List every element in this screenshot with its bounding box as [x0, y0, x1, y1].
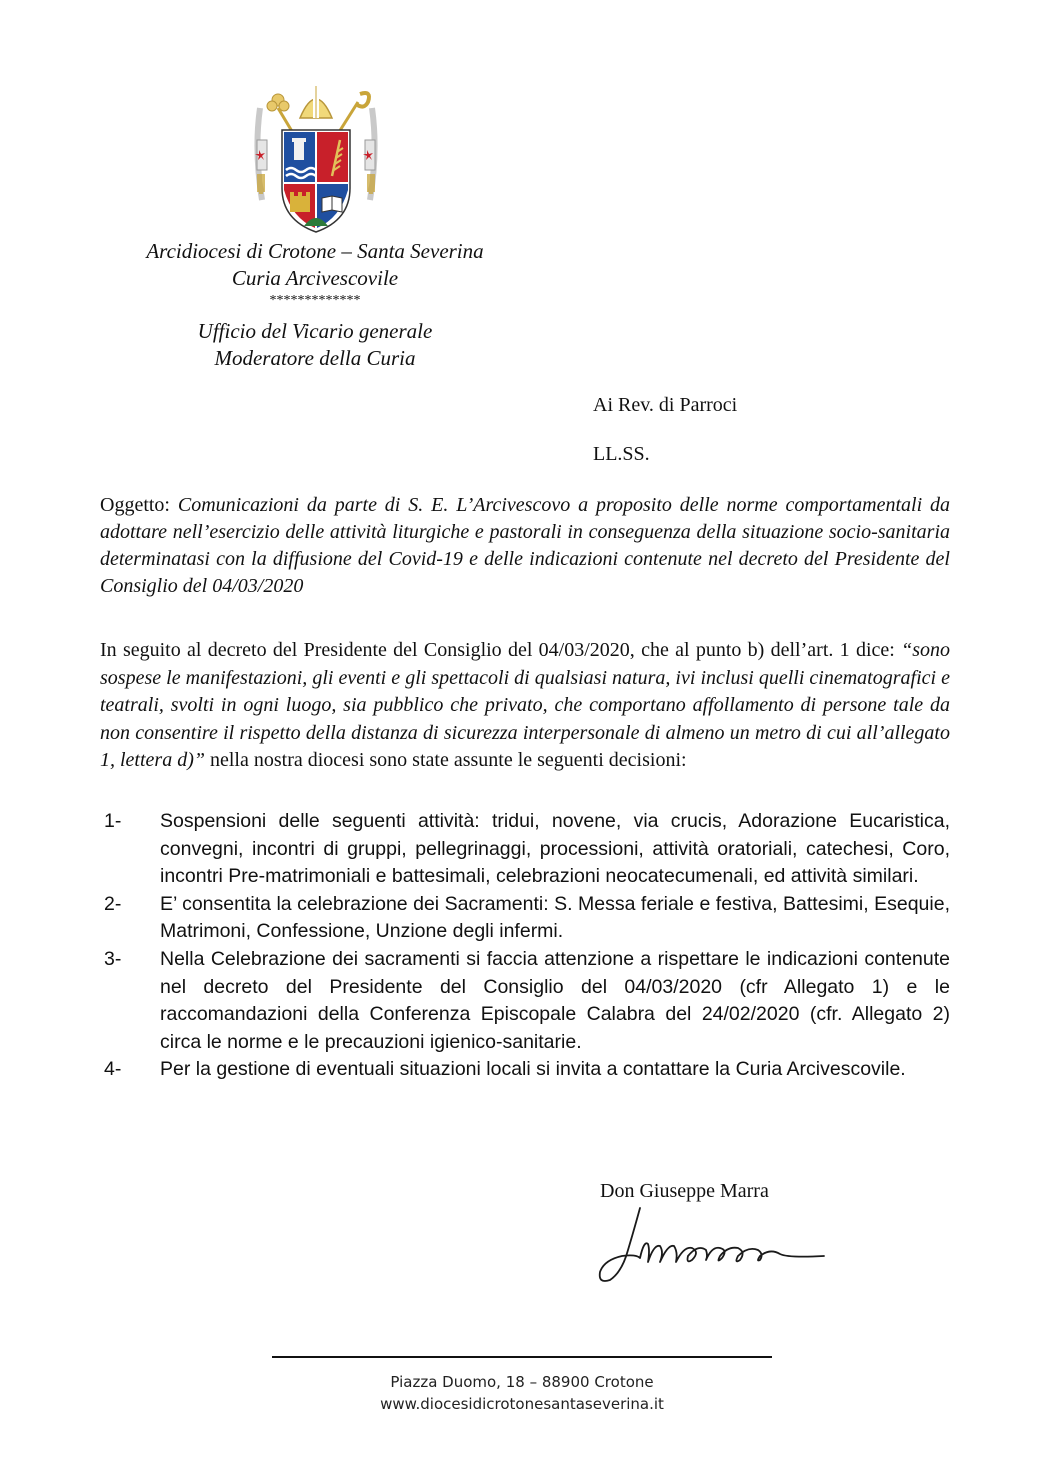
subject-text: Comunicazioni da parte di S. E. L’Arcivescovo a proposito delle norme comportamentali da adottare nell’esercizio delle attività liturgiche e pastorali in conseguenza della situazione socio-sanitaria determinatasi con la diffusione del Covid-19 e delle indicazioni contenute nel decreto del Presidente del Consiglio del 04/03/2020 — [100, 494, 950, 597]
list-item — [100, 891, 950, 946]
list-item — [100, 946, 950, 1056]
list-item-number: 4- — [104, 1058, 122, 1081]
decisions-list — [100, 808, 950, 1084]
archdiocese-coat-of-arms — [248, 80, 384, 240]
issuer-header — [140, 238, 490, 372]
footer-divider — [272, 1356, 772, 1358]
footer-website: www.diocesidicrotonesantaseverina.it — [380, 1395, 664, 1413]
archdiocese-name: Arcidiocesi di Crotone – Santa Severina — [146, 239, 484, 263]
body-outro: nella nostra diocesi sono state assunte le seguenti decisioni: — [205, 749, 687, 771]
decree-quote: “sono sospese le manifestazioni, gli eventi e gli spettacoli di qualsiasi natura, ivi inclusi quelli cinematografici e teatrali, svolti in ogni luogo, sia pubblico che privato, che comportano affollamento di persone tale da non consentire il rispetto della distanza di sicurezza interpersonale di almeno un metro di cui all’allegato 1, lettera d)” — [100, 639, 950, 771]
list-item-number: 1- — [104, 810, 122, 832]
list-item-text: Sospensioni delle seguenti attività: tridui, novene, via crucis, Adorazione Eucaristica, convegni, incontri di gruppi, pellegrinaggi, processioni, attività oratoriali, catechesi, Coro, incontri Pre-matrimoniali e battesimali, celebrazioni neocatecumenali, ed attività similari. — [160, 810, 950, 888]
body-intro: In seguito al decreto del Presidente del Consiglio del 04/03/2020, che al punto b) dell’art. 1 dice: — [100, 639, 902, 661]
list-item-text: Nella Celebrazione dei sacramenti si faccia attenzione a rispettare le indicazioni contenute nel decreto del Presidente del Consiglio del 04/03/2020 (cfr Allegato 1) e le raccomandazioni della Conferenza Episcopale Calabra del 24/02/2020 (cfr. Allegato 2) circa le norme e le precauzioni igienico-sanitarie. — [160, 947, 950, 1053]
office-subtitle: Moderatore della Curia — [214, 346, 416, 370]
list-item-number: 2- — [104, 892, 122, 915]
office-name: Ufficio del Vicario generale — [197, 319, 433, 343]
subject-label: Oggetto: — [100, 494, 170, 516]
list-item — [100, 808, 950, 891]
list-item-number: 3- — [104, 947, 122, 970]
recipients-block — [593, 392, 737, 467]
list-item — [100, 1056, 950, 1084]
list-item-text: E’ consentita la celebrazione dei Sacramenti: S. Messa feriale e festiva, Battesimi, Esequie, Matrimoni, Confessione, Unzione degli infermi. — [160, 892, 950, 943]
handwritten-signature — [588, 1200, 838, 1290]
footer — [272, 1371, 772, 1415]
footer-address: Piazza Duomo, 18 – 88900 Crotone — [390, 1373, 654, 1391]
body-paragraph — [100, 637, 950, 775]
signer-name: Don Giuseppe Marra — [600, 1180, 769, 1202]
list-item-text: Per la gestione di eventuali situazioni locali si invita a contattare la Curia Arcivescovile. — [160, 1058, 906, 1081]
subject-paragraph — [100, 492, 950, 600]
curia-name: Curia Arcivescovile — [231, 266, 399, 290]
separator-stars: ************* — [269, 293, 361, 308]
recipient-honorific: LL.SS. — [593, 443, 650, 465]
recipient-line: Ai Rev. di Parroci — [593, 394, 738, 416]
